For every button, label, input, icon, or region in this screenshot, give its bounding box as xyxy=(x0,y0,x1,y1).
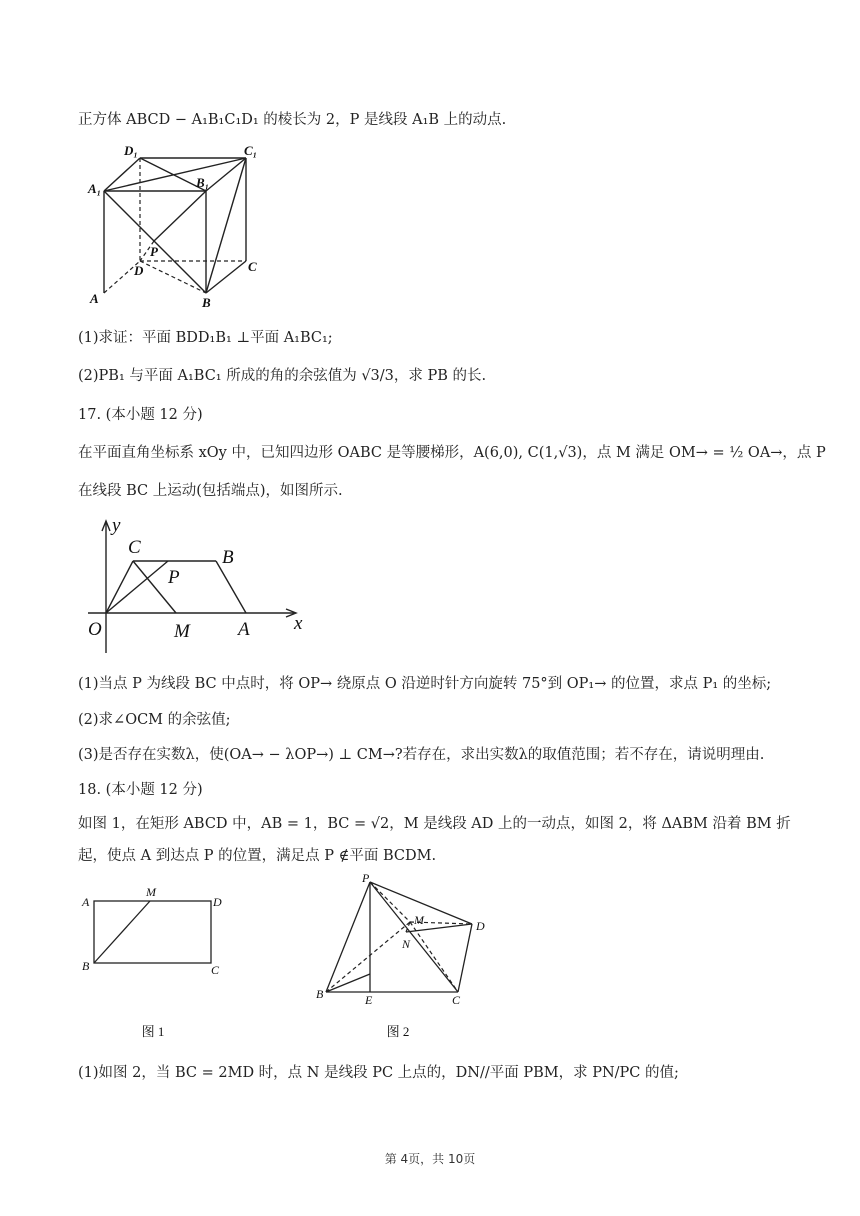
label-c: C xyxy=(128,537,141,558)
label-c: C xyxy=(452,993,461,1007)
label-p: P xyxy=(168,567,180,588)
label-y: y xyxy=(112,515,121,536)
label-c: C xyxy=(248,259,257,274)
label-b: B xyxy=(222,547,234,568)
figure-2-caption: 图 2 xyxy=(386,1024,410,1039)
label-a1: A₁ xyxy=(88,181,102,196)
label-p: P xyxy=(150,244,158,259)
label-d: D xyxy=(213,895,222,909)
q17-part2: (2)求∠OCM 的余弦值; xyxy=(78,712,231,728)
label-a: A xyxy=(238,619,250,640)
label-b1: B₁ xyxy=(196,175,210,190)
q18-part1: (1)如图 2，当 BC = 2MD 时，点 N 是线段 PC 上点的，DN//平面 PBM，求 PN/PC 的值; xyxy=(78,1065,679,1081)
label-o: O xyxy=(88,619,102,640)
label-e: E xyxy=(365,993,373,1007)
page-footer: 第 4页，共 10页 xyxy=(384,1152,476,1166)
label-a: A xyxy=(90,291,99,306)
label-d1: D₁ xyxy=(124,143,138,158)
q17-part1: (1)当点 P 为线段 BC 中点时，将 OP→ 绕原点 O 沿逆时针方向旋转 75°到 OP₁→ 的位置，求点 P₁ 的坐标; xyxy=(78,676,772,692)
q18-text-2: 起，使点 A 到达点 P 的位置，满足点 P ∉平面 BCDM. xyxy=(78,848,437,864)
label-m: M xyxy=(414,913,424,927)
rectangle-figure-1 xyxy=(78,878,238,1048)
q17-header: 17. (本小题 12 分) xyxy=(78,407,203,423)
label-m: M xyxy=(174,621,190,642)
label-n: N xyxy=(402,937,411,951)
label-p: P xyxy=(362,872,370,885)
figure-1-caption: 图 1 xyxy=(141,1024,165,1039)
label-c1: C₁ xyxy=(244,143,258,158)
q17-part3: (3)是否存在实数λ，使(OA→ − λOP→) ⊥ CM→?若存在，求出实数λ的取值范围；若不存在，请说明理由. xyxy=(78,747,765,763)
label-d: D xyxy=(134,263,144,278)
label-b: B xyxy=(316,987,324,1001)
trapezoid-figure xyxy=(84,515,314,660)
label-x: x xyxy=(294,613,303,634)
label-a: A xyxy=(82,895,90,909)
folded-figure-2 xyxy=(310,872,500,1048)
label-b: B xyxy=(202,295,211,310)
label-c: C xyxy=(211,963,220,977)
label-b: B xyxy=(82,959,90,973)
q18-text-1: 如图 1，在矩形 ABCD 中，AB = 1，BC = √2，M 是线段 AD 上的一动点，如图 2，将 ΔABM 沿着 BM 折 xyxy=(78,816,791,832)
q17-text-2: 在线段 BC 上运动(包括端点)，如图所示. xyxy=(78,483,343,499)
q18-header: 18. (本小题 12 分) xyxy=(78,782,203,798)
q16-part2: (2)PB₁ 与平面 A₁BC₁ 所成的角的余弦值为 √3/3，求 PB 的长. xyxy=(78,368,487,384)
label-m: M xyxy=(146,885,156,899)
cube-intro: 正方体 ABCD − A₁B₁C₁D₁ 的棱长为 2，P 是线段 A₁B 上的动点. xyxy=(78,112,507,128)
cube-figure xyxy=(84,143,274,313)
label-d: D xyxy=(476,919,485,933)
q17-text-1: 在平面直角坐标系 xOy 中，已知四边形 OABC 是等腰梯形，A(6,0), C(1,√3)，点 M 满足 OM→ = ½ OA→，点 P xyxy=(78,445,826,461)
q16-part1: (1)求证：平面 BDD₁B₁ ⊥平面 A₁BC₁; xyxy=(78,330,333,346)
